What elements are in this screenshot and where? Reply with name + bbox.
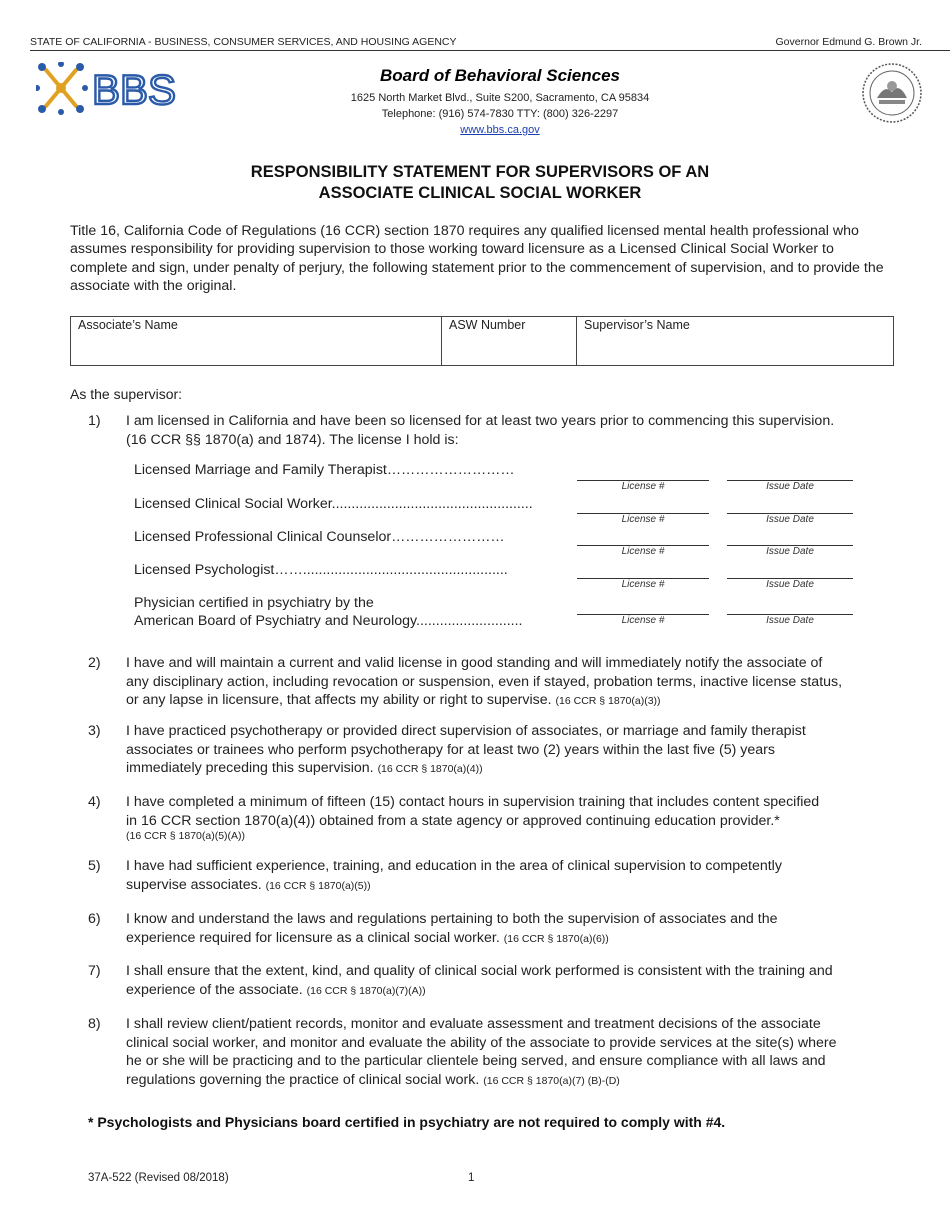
item-line: I have completed a minimum of fifteen (15) contact hours in supervision training that includes content specified — [126, 794, 820, 810]
item-number: 2) — [88, 655, 101, 671]
license-number-field-1[interactable] — [577, 480, 709, 492]
form-id: 37A-522 (Revised 08/2018) — [88, 1172, 229, 1184]
intro-paragraph: Title 16, California Code of Regulations (16 CCR) section 1870 requires any qualified licensed mental health professional who assumes responsibility for providing supervision to those working toward licensure as a Licensed Clinical Social Worker to complete and sign, under penalty of perjury, the following statement prior to the commencement of supervision, and to provide the associate with the original. — [70, 223, 884, 295]
item-citation: (16 CCR § 1870(a)(5)(A)) — [126, 830, 246, 842]
org-address: 1625 North Market Blvd., Suite S200, Sacramento, CA 95834 — [350, 92, 650, 104]
item-citation: (16 CCR § 1870(a)(6)) — [503, 932, 609, 945]
item-line: I shall ensure that the extent, kind, and quality of clinical social work performed is consistent with the training and — [126, 963, 833, 979]
title-line-2: ASSOCIATE CLINICAL SOCIAL WORKER — [318, 184, 642, 202]
item-citation: (16 CCR § 1870(a)(7)(A)) — [306, 984, 426, 997]
statement-item-1 — [88, 412, 908, 452]
item-line: I have had sufficient experience, training, and education in the area of clinical supervision to competently — [126, 858, 782, 874]
title-line-1: RESPONSIBILITY STATEMENT FOR SUPERVISORS OF AN — [250, 163, 710, 181]
issue-caption: Issue Date — [766, 514, 814, 525]
license-label-lpcc: Licensed Professional Clinical Counselor…………………… — [134, 529, 505, 545]
item-line: I shall review client/patient records, monitor and evaluate assessment and treatment decisions of the associate — [126, 1016, 821, 1032]
item-line: supervise associates. — [126, 876, 262, 893]
issue-caption: Issue Date — [766, 481, 814, 492]
item-number: 5) — [88, 858, 101, 874]
issue-caption: Issue Date — [766, 615, 814, 626]
asw-number-field[interactable] — [442, 317, 577, 366]
page-number: 1 — [468, 1172, 475, 1184]
org-name: Board of Behavioral Sciences — [380, 66, 620, 85]
license-caption: License # — [621, 481, 665, 492]
item-citation: (16 CCR § 1870(a)(4)) — [377, 763, 483, 775]
item-1-line-1: I am licensed in California and have been so licensed for at least two years prior to commencing this supervision. — [126, 413, 835, 429]
item-number: 4) — [88, 794, 101, 810]
license-number-field-3[interactable] — [577, 545, 709, 557]
item-citation: (16 CCR § 1870(a)(3)) — [555, 695, 661, 707]
item-line: regulations governing the practice of clinical social work. — [126, 1071, 480, 1088]
issue-date-field-1[interactable] — [727, 480, 853, 492]
governor-name: Governor Edmund G. Brown Jr. — [775, 36, 922, 48]
item-line: experience of the associate. — [126, 981, 303, 998]
as-supervisor-label: As the supervisor: — [70, 386, 183, 402]
item-line: he or she will be practicing and to the particular clientele being served, and ensure compliance with all laws and — [126, 1053, 826, 1069]
item-line: in 16 CCR section 1870(a)(4)) obtained from a state agency or approved continuing education provider.* — [126, 812, 780, 829]
license-number-field-5[interactable] — [577, 614, 709, 626]
footnote: * Psychologists and Physicians board certified in psychiatry are not required to comply with #4. — [88, 1114, 726, 1130]
item-1-line-2: (16 CCR §§ 1870(a) and 1874). The license I hold is: — [126, 431, 459, 448]
license-caption: License # — [621, 615, 665, 626]
item-citation: (16 CCR § 1870(a)(5)) — [265, 879, 371, 892]
asw-number-label: ASW Number — [449, 318, 526, 332]
item-citation: (16 CCR § 1870(a)(7) (B)-(D) — [483, 1074, 620, 1087]
state-seal — [857, 62, 927, 124]
associate-name-field[interactable] — [71, 317, 442, 366]
license-caption: License # — [621, 579, 665, 590]
item-number: 3) — [88, 723, 101, 739]
board-header — [250, 66, 750, 138]
header-divider — [30, 50, 950, 51]
item-line: immediately preceding this supervision. — [126, 760, 374, 776]
item-line: I know and understand the laws and regulations pertaining to both the supervision of associates and the — [126, 911, 778, 927]
license-label-physician-line-1: Physician certified in psychiatry by the — [134, 595, 374, 611]
item-number: 7) — [88, 963, 101, 979]
license-caption: License # — [621, 514, 665, 525]
supervisor-name-field[interactable] — [577, 317, 894, 366]
item-line: associates or trainees who perform psychotherapy for at least two (2) years within the last five (5) years — [126, 741, 775, 758]
item-number: 8) — [88, 1016, 101, 1032]
california-seal-icon — [857, 62, 927, 124]
issue-date-field-5[interactable] — [727, 614, 853, 626]
website-link[interactable]: www.bbs.ca.gov — [460, 124, 540, 136]
license-label-psychologist: Licensed Psychologist…….................................................... — [134, 562, 508, 578]
item-number: 6) — [88, 911, 101, 927]
license-number-field-4[interactable] — [577, 578, 709, 590]
license-label-lcsw: Licensed Clinical Social Worker................................................... — [134, 496, 533, 512]
item-line: or any lapse in licensure, that affects my ability or right to supervise. — [126, 692, 552, 708]
issue-date-field-4[interactable] — [727, 578, 853, 590]
license-number-field-2[interactable] — [577, 513, 709, 525]
issue-caption: Issue Date — [766, 579, 814, 590]
issue-caption: Issue Date — [766, 546, 814, 557]
info-table — [70, 316, 894, 366]
license-label-mft: Licensed Marriage and Family Therapist……………………… — [134, 462, 515, 478]
associate-name-label: Associate’s Name — [78, 318, 178, 332]
page-title — [150, 162, 810, 204]
bbs-logo-icon — [36, 62, 216, 118]
item-line: clinical social worker, and monitor and evaluate the ability of the associate to provide services at the site(s) where — [126, 1034, 837, 1051]
item-line: I have and will maintain a current and valid license in good standing and will immediately notify the associate of — [126, 655, 823, 671]
item-line: experience required for licensure as a clinical social worker. — [126, 929, 500, 946]
item-line: any disciplinary action, including revocation or suspension, even if stayed, probation terms, inactive license status, — [126, 673, 843, 690]
agency-name: STATE OF CALIFORNIA - BUSINESS, CONSUMER SERVICES, AND HOUSING AGENCY — [30, 36, 457, 48]
bbs-logo — [36, 62, 216, 118]
org-phone: Telephone: (916) 574-7830 TTY: (800) 326-2297 — [381, 108, 619, 120]
issue-date-field-2[interactable] — [727, 513, 853, 525]
logo-text: BBS — [92, 66, 177, 113]
supervisor-name-label: Supervisor’s Name — [584, 318, 690, 332]
item-number: 1) — [88, 413, 101, 429]
license-caption: License # — [621, 546, 665, 557]
issue-date-field-3[interactable] — [727, 545, 853, 557]
license-label-physician-line-2: American Board of Psychiatry and Neurology........................... — [134, 613, 523, 629]
item-line: I have practiced psychotherapy or provided direct supervision of associates, or marriage and family therapist — [126, 723, 806, 739]
